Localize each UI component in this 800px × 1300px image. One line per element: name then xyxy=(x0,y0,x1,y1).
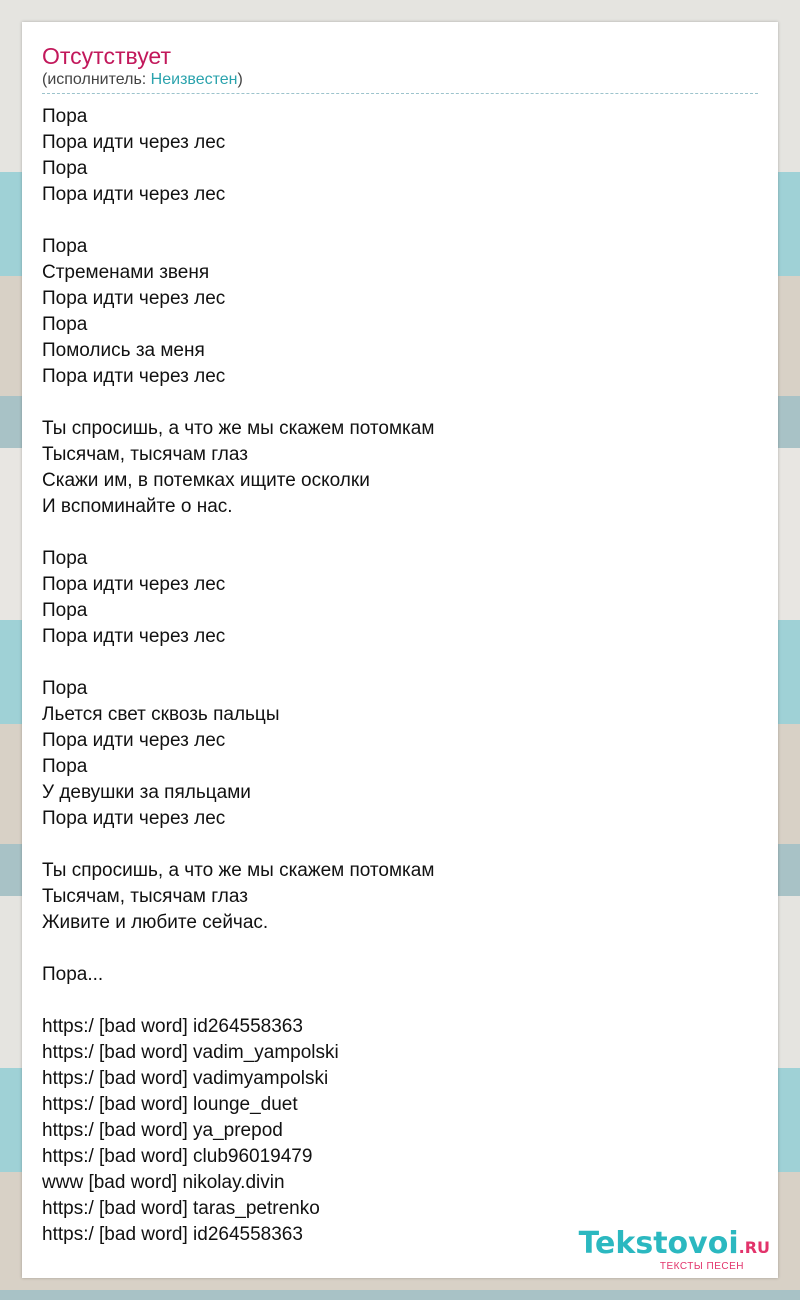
lyric-line: Стременами звеня xyxy=(42,262,210,283)
lyric-line: Пора xyxy=(42,756,88,777)
lyric-line: Пора идти через лес xyxy=(42,184,226,205)
lyric-line: Пора xyxy=(42,314,88,335)
lyric-line: Льется свет сквозь пальцы xyxy=(42,704,280,725)
lyric-line: https:/ [bad word] id264558363 xyxy=(42,1224,303,1245)
lyric-line: https:/ [bad word] ya_prepod xyxy=(42,1120,283,1141)
lyric-line: Пора... xyxy=(42,964,104,985)
logo-tld: .RU xyxy=(738,1238,770,1257)
lyric-line: И вспоминайте о нас. xyxy=(42,496,233,517)
lyric-line: Пора идти через лес xyxy=(42,288,226,309)
lyric-line: https:/ [bad word] id264558363 xyxy=(42,1016,303,1037)
lyric-line: Пора xyxy=(42,158,88,179)
lyric-blank-line xyxy=(42,650,434,676)
lyric-blank-line xyxy=(42,988,434,1014)
lyric-line: Пора идти через лес xyxy=(42,366,226,387)
lyric-blank-line xyxy=(42,832,434,858)
lyric-blank-line xyxy=(42,936,434,962)
lyric-line: Тысячам, тысячам глаз xyxy=(42,444,248,465)
artist-line xyxy=(42,70,758,90)
lyric-line: Ты спросишь, а что же мы скажем потомкам xyxy=(42,860,435,881)
lyric-line: www [bad word] nikolay.divin xyxy=(42,1172,285,1193)
lyric-blank-line xyxy=(42,208,434,234)
lyric-line: Скажи им, в потемках ищите осколки xyxy=(42,470,370,491)
lyric-blank-line xyxy=(42,520,434,546)
lyric-line: Пора идти через лес xyxy=(42,626,226,647)
logo-name: Tekstovoi xyxy=(578,1226,739,1261)
lyric-line: https:/ [bad word] lounge_duet xyxy=(42,1094,298,1115)
lyric-line: https:/ [bad word] club96019479 xyxy=(42,1146,313,1167)
artist-link[interactable]: Неизвестен xyxy=(150,71,238,88)
lyric-line: https:/ [bad word] taras_petrenko xyxy=(42,1198,320,1219)
bottom-strip xyxy=(0,1290,800,1300)
lyric-line: У девушки за пяльцами xyxy=(42,782,251,803)
lyric-line: Пора идти через лес xyxy=(42,574,226,595)
lyric-line: Живите и любите сейчас. xyxy=(42,912,269,933)
lyric-line: Пора xyxy=(42,548,88,569)
artist-suffix: ) xyxy=(237,71,243,88)
lyric-line: Пора xyxy=(42,678,88,699)
song-title: Отсутствует xyxy=(42,43,171,69)
lyric-line: Пора xyxy=(42,236,88,257)
header-divider xyxy=(42,93,758,94)
lyric-line: Пора идти через лес xyxy=(42,808,226,829)
lyric-line: https:/ [bad word] vadim_yampolski xyxy=(42,1042,339,1063)
song-header xyxy=(42,42,758,90)
lyric-line: Пора идти через лес xyxy=(42,730,226,751)
lyric-line: Пора идти через лес xyxy=(42,132,226,153)
lyric-line: Тысячам, тысячам глаз xyxy=(42,886,248,907)
artist-prefix: (исполнитель: xyxy=(42,71,151,88)
lyric-line: Пора xyxy=(42,600,88,621)
lyric-line: Помолись за меня xyxy=(42,340,205,361)
lyrics-card xyxy=(22,22,778,1278)
lyric-line: Ты спросишь, а что же мы скажем потомкам xyxy=(42,418,435,439)
lyric-blank-line xyxy=(42,390,434,416)
lyric-line: https:/ [bad word] vadimyampolski xyxy=(42,1068,329,1089)
site-logo[interactable] xyxy=(579,1227,770,1272)
lyric-line: Пора xyxy=(42,106,88,127)
logo-tagline: ТЕКСТЫ ПЕСЕН xyxy=(659,1261,744,1272)
lyrics-text xyxy=(42,104,434,1248)
